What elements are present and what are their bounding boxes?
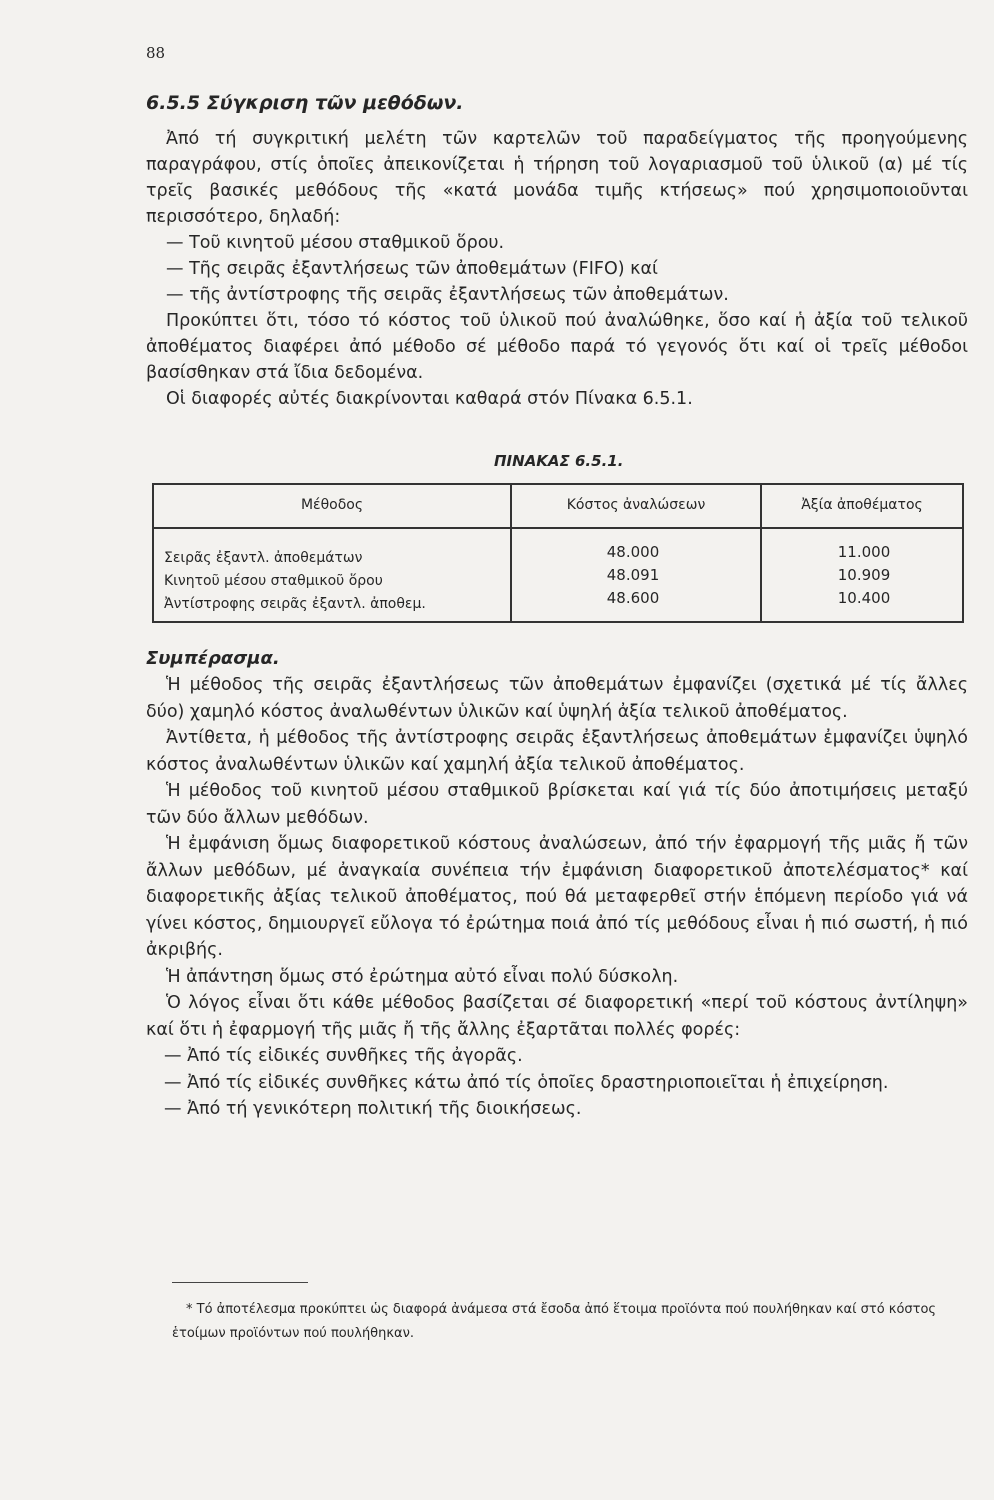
table-header-cost: Κόστος ἀναλώσεων (566, 497, 706, 513)
paragraph: — τῆς ἀντίστροφης τῆς σειρᾶς ἐξαντλήσεως τῶν ἀποθεμάτων. (166, 285, 729, 305)
table-caption: ΠΙΝΑΚΑΣ 6.5.1. (494, 452, 624, 470)
table-column-value (766, 541, 962, 610)
table-column-cost (514, 541, 752, 610)
footnote-rule (172, 1282, 308, 1283)
data-table (152, 483, 964, 623)
paragraph: — Ἀπό τή γενικότερη πολιτική τῆς διοικήσεως. (164, 1099, 582, 1119)
table-cell: 10.909 (837, 566, 891, 584)
intro-text (146, 126, 968, 412)
paragraph: Οἱ διαφορές αὐτές διακρίνονται καθαρά στόν Πίνακα 6.5.1. (166, 389, 693, 409)
paragraph: Ἀπό τή συγκριτική μελέτη τῶν καρτελῶν τοῦ παραδείγματος τῆς προηγούμενης παραγράφου, στίς ὁποῖες ἀπεικονίζεται ἡ τήρηση τοῦ λογαριασμοῦ τοῦ ὑλικοῦ (α) μέ τίς τρεῖς βασικές μεθόδους τῆς «κατά μονάδα τιμῆς κτήσεως» πού χρησιμοποιοῦνται περισσότερο, δηλαδή: (146, 129, 968, 227)
table-cell: Κινητοῦ μέσου σταθμικοῦ ὅρου (164, 573, 383, 589)
table-cell: 48.000 (606, 543, 660, 561)
paragraph: — Ἀπό τίς εἰδικές συνθῆκες τῆς ἀγορᾶς. (164, 1046, 523, 1066)
page-number: 88 (146, 44, 166, 62)
table-column-method (164, 547, 426, 616)
conclusion-title: Συμπέρασμα. (146, 648, 280, 669)
paragraph: Ἡ μέθοδος τοῦ κινητοῦ μέσου σταθμικοῦ βρίσκεται καί γιά τίς δύο ἀποτιμήσεις μεταξύ τῶν δύο ἄλλων μεθόδων. (146, 781, 968, 828)
paragraph: Ἡ μέθοδος τῆς σειρᾶς ἐξαντλήσεως τῶν ἀποθεμάτων ἐμφανίζει (σχετικά μέ τίς ἄλλες δύο) χαμηλό κόστος ἀναλωθέντων ὑλικῶν καί ὑψηλή ἀξία τελικοῦ ἀποθέματος. (146, 675, 968, 722)
table-cell: 48.091 (606, 566, 660, 584)
section-title: 6.5.5 Σύγκριση τῶν μεθόδων. (146, 92, 464, 114)
paragraph: Ἡ ἀπάντηση ὅμως στό ἐρώτημα αὐτό εἶναι πολύ δύσκολη. (166, 966, 679, 987)
table-cell: 11.000 (837, 543, 891, 561)
paragraph: Προκύπτει ὅτι, τόσο τό κόστος τοῦ ὑλικοῦ πού ἀναλώθηκε, ὅσο καί ἡ ἀξία τοῦ τελικοῦ ἀποθέματος διαφέρει ἀπό μέθοδο σέ μέθοδο παρά τό γεγονός ὅτι καί οἱ τρεῖς μέθοδοι βασίσθηκαν στά ἴδια δεδομένα. (146, 311, 968, 383)
table-header-method: Μέθοδος (300, 497, 364, 513)
conclusion-text (146, 672, 968, 1123)
table-header-value: Ἀξία ἀποθέματος (801, 497, 923, 513)
paragraph: — Τῆς σειρᾶς ἐξαντλήσεως τῶν ἀποθεμάτων (FIFO) καί (166, 259, 658, 279)
paragraph: Ὁ λόγος εἶναι ὅτι κάθε μέθοδος βασίζεται σέ διαφορετική «περί τοῦ κόστους ἀντίληψη» καί ὅτι ἡ ἐφαρμογή τῆς μιᾶς ἤ τῆς ἄλλης ἐξαρτᾶται πολλές φορές: (146, 993, 968, 1040)
table-header-rule (154, 527, 962, 529)
table-cell: 48.600 (606, 589, 660, 607)
paragraph: Ἡ ἐμφάνιση ὅμως διαφορετικοῦ κόστους ἀναλώσεων, ἀπό τήν ἐφαρμογή τῆς μιᾶς ἤ τῶν ἄλλων μεθόδων, μέ ἀναγκαία συνέπεια τήν ἐμφάνιση διαφορετικοῦ ἀποτελέσματος* καί διαφορετικῆς ἀξίας τελικοῦ ἀποθέματος, πού θά μεταφερθεῖ στήν ἑπόμενη περίοδο γιά νά γίνει κόστος, δημιουργεῖ εὔλογα τό ἐρώτημα ποιά ἀπό τίς μεθόδους εἶναι ἡ πιό σωστή, ἡ πιό ἀκριβής. (146, 834, 968, 960)
paragraph: Ἀντίθετα, ἡ μέθοδος τῆς ἀντίστροφης σειρᾶς ἐξαντλήσεως ἀποθεμάτων ἐμφανίζει ὑψηλό κόστος ἀναλωθέντων ὑλικῶν καί χαμηλή ἀξία τελικοῦ ἀποθέματος. (146, 728, 968, 775)
table-cell: 10.400 (837, 589, 891, 607)
paragraph: — Ἀπό τίς εἰδικές συνθῆκες κάτω ἀπό τίς ὁποῖες δραστηριοποιεῖται ἡ ἐπιχείρηση. (164, 1072, 889, 1093)
footnote: * Τό ἀποτέλεσμα προκύπτει ὡς διαφορά ἀνάμεσα στά ἔσοδα ἀπό ἕτοιμα προϊόντα πού πουλήθηκαν καί στό κόστος ἑτοίμων προϊόντων πού πουλήθηκαν. (172, 1302, 937, 1341)
table-cell: Σειρᾶς ἐξαντλ. ἀποθεμάτων (164, 550, 363, 566)
paragraph: — Τοῦ κινητοῦ μέσου σταθμικοῦ ὅρου. (166, 233, 505, 253)
table-cell: Ἀντίστροφης σειρᾶς ἐξαντλ. ἀποθεμ. (164, 596, 426, 612)
